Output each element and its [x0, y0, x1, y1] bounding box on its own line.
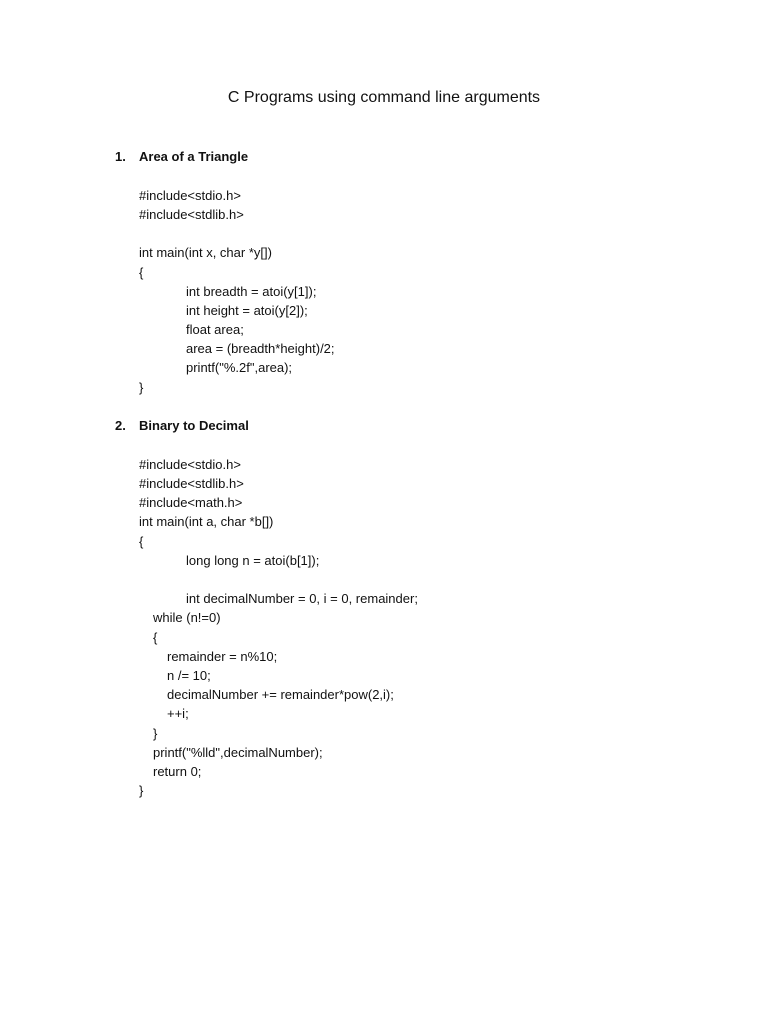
code-line: float area;: [186, 322, 244, 337]
code-line: printf("%lld",decimalNumber);: [153, 745, 323, 760]
code-line: {: [139, 265, 144, 280]
code-line: #include<math.h>: [139, 495, 243, 510]
document-title: C Programs using command line arguments: [227, 89, 541, 106]
code-line: while (n!=0): [153, 610, 221, 625]
section-1-number: 1.: [115, 149, 126, 164]
code-line: remainder = n%10;: [167, 649, 278, 664]
code-line: int decimalNumber = 0, i = 0, remainder;: [186, 591, 418, 606]
code-line: }: [139, 783, 144, 798]
code-line: ++i;: [167, 706, 189, 721]
code-line: long long n = atoi(b[1]);: [186, 553, 320, 568]
section-2-title: Binary to Decimal: [139, 418, 249, 433]
code-line: n /= 10;: [167, 668, 211, 683]
code-line: area = (breadth*height)/2;: [186, 341, 335, 356]
section-2-number: 2.: [115, 418, 126, 433]
code-line: return 0;: [153, 764, 202, 779]
code-line: {: [139, 534, 144, 549]
code-line: #include<stdio.h>: [139, 457, 241, 472]
section-1-title: Area of a Triangle: [139, 149, 249, 164]
code-line: printf("%.2f",area);: [186, 360, 293, 375]
code-line: }: [153, 726, 158, 741]
code-line: int main(int x, char *y[]): [139, 245, 272, 260]
code-line: #include<stdlib.h>: [139, 207, 244, 222]
code-line: int main(int a, char *b[]): [139, 514, 274, 529]
code-line: int height = atoi(y[2]);: [186, 303, 308, 318]
code-line: #include<stdio.h>: [139, 188, 241, 203]
code-line: }: [139, 380, 144, 395]
code-line: decimalNumber += remainder*pow(2,i);: [167, 687, 394, 702]
code-line: #include<stdlib.h>: [139, 476, 244, 491]
code-line: {: [153, 630, 158, 645]
code-line: int breadth = atoi(y[1]);: [186, 284, 317, 299]
